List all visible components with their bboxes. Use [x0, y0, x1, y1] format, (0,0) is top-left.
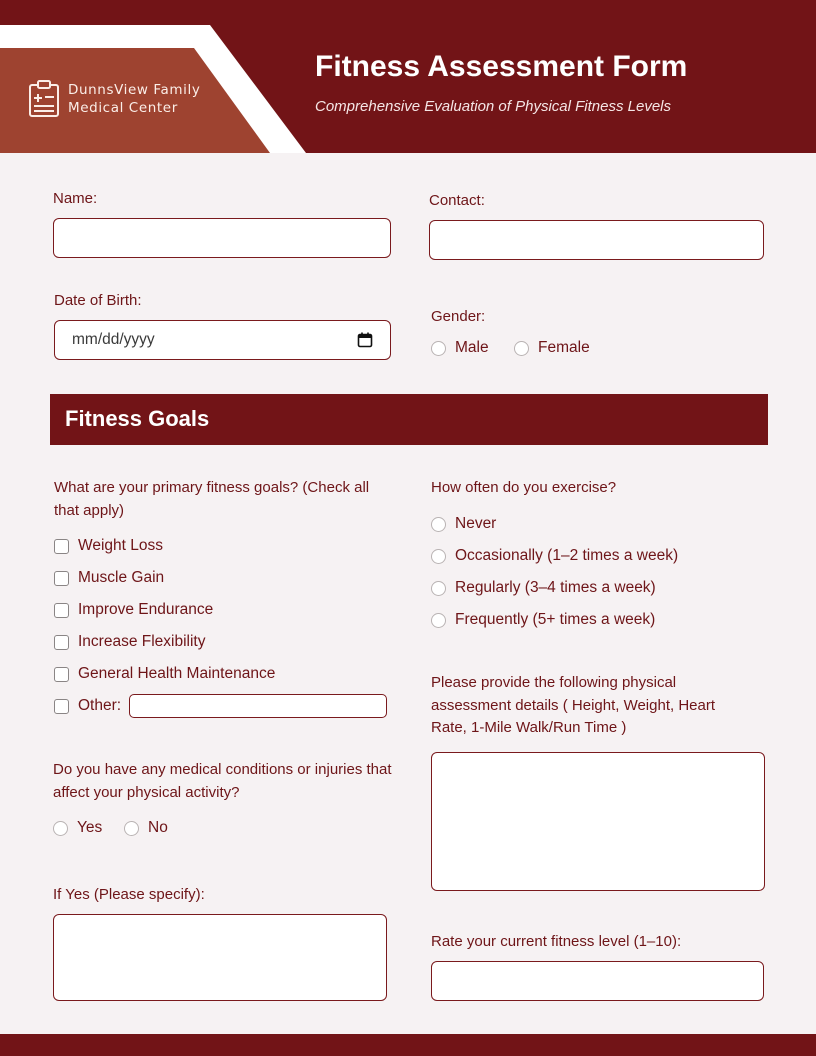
- physical-details-question: Please provide the following physical assessment details ( Height, Weight, Heart Rate, 1-Mile Walk/Run Time ): [431, 674, 716, 736]
- goals-question: What are your primary fitness goals? (Check all that apply): [54, 479, 370, 519]
- exercise-never-radio[interactable]: [431, 517, 446, 532]
- exercise-option-never[interactable]: [431, 515, 496, 533]
- gender-female-label: Female: [538, 339, 590, 356]
- goal-health-maintenance-label: General Health Maintenance: [78, 665, 276, 682]
- medical-no-radio[interactable]: [124, 821, 139, 836]
- contact-field[interactable]: [429, 220, 764, 260]
- clinic-name-line1: DunnsView Family: [68, 82, 201, 98]
- dob-label: Date of Birth:: [54, 292, 142, 309]
- exercise-frequently-radio[interactable]: [431, 613, 446, 628]
- exercise-option-occasionally[interactable]: [431, 547, 678, 565]
- goal-weight-loss-label: Weight Loss: [78, 537, 164, 554]
- specify-label: If Yes (Please specify):: [53, 886, 205, 903]
- form-header: [0, 0, 816, 153]
- goal-other-label: Other:: [78, 697, 122, 714]
- goal-option-flexibility[interactable]: [54, 633, 206, 651]
- calendar-icon[interactable]: [357, 332, 373, 348]
- clinic-name-line2: Medical Center: [68, 100, 178, 116]
- medical-no-label: No: [148, 819, 168, 836]
- goal-option-endurance[interactable]: [54, 601, 213, 619]
- goal-endurance-label: Improve Endurance: [78, 601, 214, 618]
- exercise-option-regularly[interactable]: [431, 579, 656, 597]
- contact-label: Contact:: [429, 192, 485, 209]
- section-title: Fitness Goals: [65, 406, 210, 431]
- dob-field[interactable]: [54, 320, 391, 360]
- goal-other-input[interactable]: [129, 694, 387, 718]
- exercise-option-frequently[interactable]: [431, 611, 655, 629]
- clipboard-icon: [28, 80, 60, 118]
- goal-weight-loss-checkbox[interactable]: [54, 539, 69, 554]
- medical-yes-label: Yes: [77, 819, 103, 836]
- goal-flexibility-checkbox[interactable]: [54, 635, 69, 650]
- goal-other-checkbox[interactable]: [54, 699, 69, 714]
- medical-option-no[interactable]: [124, 819, 168, 837]
- form-title: Fitness Assessment Form: [315, 50, 688, 83]
- specify-textarea[interactable]: [53, 914, 387, 1001]
- exercise-never-label: Never: [455, 515, 497, 532]
- exercise-frequently-label: Frequently (5+ times a week): [455, 611, 656, 628]
- gender-male-label: Male: [455, 339, 489, 356]
- medical-question: Do you have any medical conditions or injuries that affect your physical activity?: [53, 761, 392, 801]
- exercise-regularly-label: Regularly (3–4 times a week): [455, 579, 656, 596]
- goal-health-maintenance-checkbox[interactable]: [54, 667, 69, 682]
- gender-option-male[interactable]: [431, 339, 489, 357]
- name-field[interactable]: [53, 218, 391, 258]
- gender-female-radio[interactable]: [514, 341, 529, 356]
- goal-flexibility-label: Increase Flexibility: [78, 633, 206, 650]
- goal-option-other[interactable]: [54, 694, 387, 718]
- physical-details-textarea[interactable]: [431, 752, 765, 891]
- exercise-occasionally-radio[interactable]: [431, 549, 446, 564]
- goal-muscle-gain-label: Muscle Gain: [78, 569, 165, 586]
- medical-option-yes[interactable]: [53, 819, 102, 837]
- gender-label: Gender:: [431, 308, 486, 325]
- fitness-rating-field[interactable]: [431, 961, 764, 1001]
- gender-option-female[interactable]: [514, 339, 590, 357]
- form-subtitle: Comprehensive Evaluation of Physical Fitness Levels: [315, 98, 672, 115]
- section-header-fitness-goals: [50, 394, 768, 445]
- fitness-rating-label: Rate your current fitness level (1–10):: [431, 933, 682, 950]
- goal-muscle-gain-checkbox[interactable]: [54, 571, 69, 586]
- goal-endurance-checkbox[interactable]: [54, 603, 69, 618]
- name-label: Name:: [53, 190, 98, 207]
- footer-bar: [0, 1034, 816, 1056]
- goal-option-weight-loss[interactable]: [54, 537, 163, 555]
- exercise-regularly-radio[interactable]: [431, 581, 446, 596]
- medical-yes-radio[interactable]: [53, 821, 68, 836]
- dob-placeholder: mm/dd/yyyy: [72, 331, 155, 348]
- goal-option-health-maintenance[interactable]: [54, 665, 275, 683]
- exercise-question: How often do you exercise?: [431, 479, 617, 496]
- gender-male-radio[interactable]: [431, 341, 446, 356]
- exercise-occasionally-label: Occasionally (1–2 times a week): [455, 547, 679, 564]
- clinic-logo: [28, 80, 200, 118]
- goal-option-muscle-gain[interactable]: [54, 569, 164, 587]
